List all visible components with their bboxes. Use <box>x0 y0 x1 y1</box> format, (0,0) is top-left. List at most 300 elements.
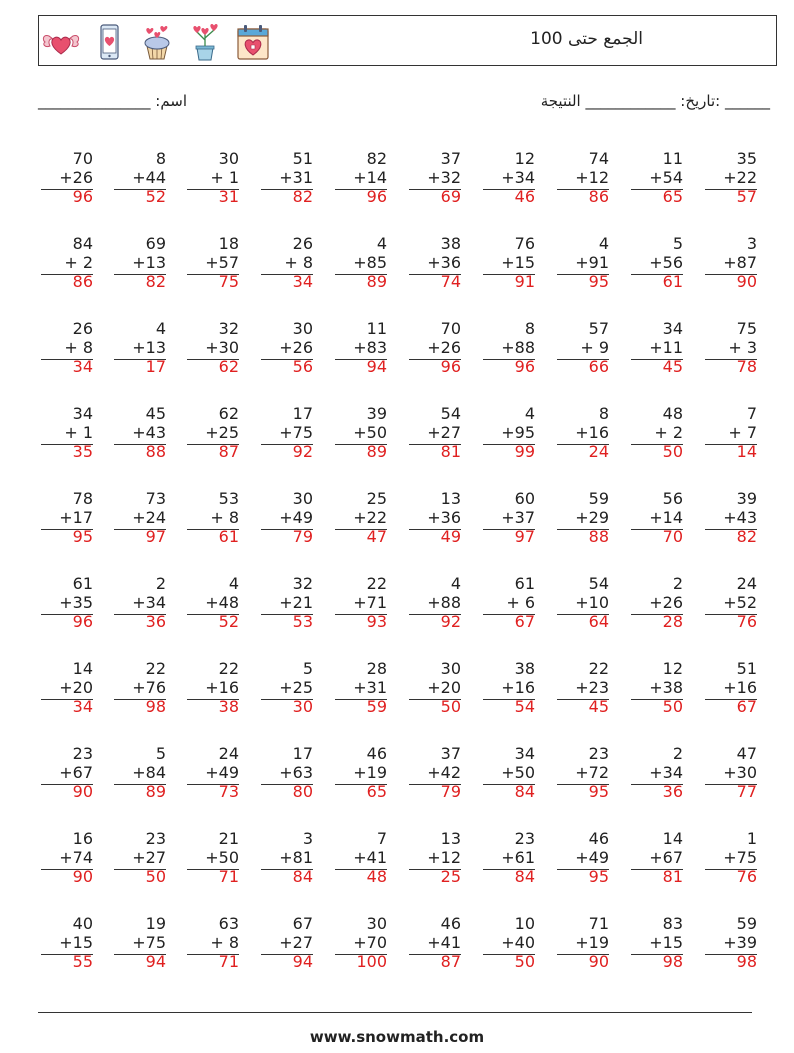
addend-bottom-value: 49 <box>588 848 609 867</box>
addition-problem <box>629 659 683 731</box>
addition-problem <box>629 574 683 646</box>
answer: 90 <box>72 867 93 886</box>
plus-sign: + <box>205 848 219 867</box>
plus-sign: + <box>205 763 219 782</box>
addend-bottom <box>501 338 535 357</box>
addend-top: 4 <box>524 404 535 423</box>
addition-problem <box>629 914 683 986</box>
addition-problem <box>481 659 535 731</box>
addition-problem <box>185 489 239 561</box>
addition-problem <box>112 744 166 816</box>
addend-bottom <box>501 848 535 867</box>
answer: 31 <box>218 187 239 206</box>
footer-site: www.snowmath.com <box>309 1028 485 1046</box>
flower-pot-hearts-icon <box>185 22 225 62</box>
addend-bottom-value: 37 <box>514 508 535 527</box>
addition-problem <box>703 319 757 391</box>
addend-bottom <box>205 763 239 782</box>
addition-problem <box>185 744 239 816</box>
addend-bottom <box>279 763 313 782</box>
addend-top: 28 <box>366 659 387 678</box>
addend-top: 59 <box>588 489 609 508</box>
addend-bottom-value: 11 <box>662 338 683 357</box>
plus-sign: + <box>575 593 589 612</box>
plus-sign: + <box>279 508 293 527</box>
plus-sign: + <box>649 508 663 527</box>
addend-top: 4 <box>450 574 461 593</box>
addition-problem <box>259 489 313 561</box>
answer: 54 <box>514 697 535 716</box>
addend-bottom <box>279 593 313 612</box>
answer: 98 <box>662 952 683 971</box>
plus-sign: + <box>279 763 293 782</box>
addend-bottom-value: 27 <box>292 933 313 952</box>
answer: 84 <box>514 782 535 801</box>
answer: 86 <box>72 272 93 291</box>
addend-bottom-value: 29 <box>588 508 609 527</box>
addend-bottom-value: 95 <box>514 423 535 442</box>
addend-bottom <box>427 593 461 612</box>
addend-bottom-value: 16 <box>736 678 757 697</box>
plus-sign: + <box>506 593 520 612</box>
addend-bottom-value: 34 <box>145 593 166 612</box>
addend-bottom <box>353 423 387 442</box>
addition-problem <box>629 234 683 306</box>
answer: 34 <box>72 697 93 716</box>
addition-problem <box>555 914 609 986</box>
addend-bottom-value: 13 <box>145 338 166 357</box>
addition-problem <box>112 659 166 731</box>
addend-bottom-value: 20 <box>72 678 93 697</box>
plus-sign: + <box>279 168 293 187</box>
addend-bottom <box>353 678 387 697</box>
addend-top: 39 <box>366 404 387 423</box>
addend-bottom <box>427 508 461 527</box>
plus-sign: + <box>132 168 146 187</box>
addition-problem <box>407 574 461 646</box>
addition-problem <box>259 829 313 901</box>
addend-bottom-value: 38 <box>662 678 683 697</box>
addition-problem <box>333 149 387 221</box>
addend-top: 22 <box>218 659 239 678</box>
plus-sign: + <box>279 848 293 867</box>
addend-bottom <box>501 168 535 187</box>
addition-problem <box>481 574 535 646</box>
addend-bottom-value: 34 <box>662 763 683 782</box>
addend-bottom <box>284 253 313 272</box>
plus-sign: + <box>210 508 224 527</box>
plus-sign: + <box>427 508 441 527</box>
addend-bottom-value: 91 <box>588 253 609 272</box>
addend-top: 30 <box>218 149 239 168</box>
answer: 92 <box>440 612 461 631</box>
answer: 67 <box>736 697 757 716</box>
addend-bottom-value: 57 <box>218 253 239 272</box>
addend-bottom <box>279 848 313 867</box>
plus-sign: + <box>353 848 367 867</box>
answer: 38 <box>218 697 239 716</box>
answer: 50 <box>440 697 461 716</box>
addend-top: 4 <box>155 319 166 338</box>
plus-sign: + <box>649 253 663 272</box>
addend-bottom-value: 70 <box>366 933 387 952</box>
addend-bottom <box>279 423 313 442</box>
name-field: اسم: _______________ <box>38 92 188 110</box>
addend-bottom-value: 87 <box>736 253 757 272</box>
plus-sign: + <box>501 763 515 782</box>
addend-top: 46 <box>440 914 461 933</box>
addition-problem <box>39 744 93 816</box>
addend-bottom <box>279 508 313 527</box>
answer: 82 <box>292 187 313 206</box>
addend-bottom <box>353 168 387 187</box>
answer: 73 <box>218 782 239 801</box>
addend-top: 34 <box>662 319 683 338</box>
footer-divider <box>38 1012 752 1013</box>
addend-top: 32 <box>292 574 313 593</box>
addend-bottom <box>205 338 239 357</box>
addend-top: 2 <box>672 744 683 763</box>
addend-bottom-value: 41 <box>366 848 387 867</box>
answer: 57 <box>736 187 757 206</box>
answer: 76 <box>736 612 757 631</box>
addition-problem <box>703 914 757 986</box>
addend-top: 82 <box>366 149 387 168</box>
answer: 14 <box>736 442 757 461</box>
plus-sign: + <box>210 168 224 187</box>
answer: 82 <box>145 272 166 291</box>
plus-sign: + <box>284 253 298 272</box>
answer: 17 <box>145 357 166 376</box>
addend-top: 23 <box>514 829 535 848</box>
winged-heart-icon <box>41 22 81 62</box>
plus-sign: + <box>205 253 219 272</box>
plus-sign: + <box>353 763 367 782</box>
addend-bottom-value: 88 <box>514 338 535 357</box>
phone-heart-icon <box>89 22 129 62</box>
addend-bottom <box>59 168 93 187</box>
addend-bottom <box>649 508 683 527</box>
addend-bottom <box>575 678 609 697</box>
addend-bottom-value: 31 <box>292 168 313 187</box>
addend-bottom-value: 3 <box>746 338 757 357</box>
answer: 94 <box>366 357 387 376</box>
addition-problem <box>555 574 609 646</box>
addend-bottom <box>132 593 166 612</box>
addition-problem <box>185 659 239 731</box>
addition-problem <box>112 914 166 986</box>
addend-top: 10 <box>514 914 535 933</box>
answer: 67 <box>514 612 535 631</box>
addition-problem <box>629 149 683 221</box>
addend-top: 61 <box>72 574 93 593</box>
addend-bottom <box>132 253 166 272</box>
addend-bottom <box>575 593 609 612</box>
cupcake-heart-icon <box>137 22 177 62</box>
addition-problem <box>39 234 93 306</box>
addend-bottom <box>64 338 93 357</box>
plus-sign: + <box>132 763 146 782</box>
addend-top: 22 <box>366 574 387 593</box>
addend-top: 4 <box>376 234 387 253</box>
addend-top: 38 <box>440 234 461 253</box>
addend-bottom-value: 75 <box>145 933 166 952</box>
addition-problem <box>185 319 239 391</box>
calendar-heart-icon <box>233 22 273 62</box>
addend-bottom <box>205 848 239 867</box>
addend-top: 25 <box>366 489 387 508</box>
addend-bottom-value: 75 <box>292 423 313 442</box>
addend-bottom <box>59 763 93 782</box>
plus-sign: + <box>64 253 78 272</box>
addition-problem <box>112 404 166 476</box>
addend-bottom-value: 32 <box>440 168 461 187</box>
addend-top: 7 <box>376 829 387 848</box>
addend-bottom-value: 17 <box>72 508 93 527</box>
addend-top: 78 <box>72 489 93 508</box>
addend-top: 26 <box>292 234 313 253</box>
plus-sign: + <box>723 848 737 867</box>
addend-bottom <box>575 423 609 442</box>
addend-top: 59 <box>736 914 757 933</box>
plus-sign: + <box>132 593 146 612</box>
addend-bottom <box>575 508 609 527</box>
addend-bottom <box>132 423 166 442</box>
addend-top: 46 <box>366 744 387 763</box>
answer: 61 <box>218 527 239 546</box>
addition-problem <box>333 914 387 986</box>
plus-sign: + <box>353 423 367 442</box>
addition-problem <box>407 914 461 986</box>
addend-bottom <box>728 338 757 357</box>
answer: 87 <box>218 442 239 461</box>
addend-bottom <box>649 848 683 867</box>
plus-sign: + <box>427 423 441 442</box>
answer: 86 <box>588 187 609 206</box>
addend-bottom-value: 19 <box>588 933 609 952</box>
addend-bottom <box>427 253 461 272</box>
addition-problem <box>259 659 313 731</box>
answer: 66 <box>588 357 609 376</box>
plus-sign: + <box>649 338 663 357</box>
addition-problem <box>112 574 166 646</box>
addition-problem <box>555 744 609 816</box>
addend-bottom-value: 49 <box>218 763 239 782</box>
addend-top: 11 <box>366 319 387 338</box>
addend-top: 84 <box>72 234 93 253</box>
plus-sign: + <box>205 338 219 357</box>
addend-bottom <box>279 933 313 952</box>
addition-problem <box>112 489 166 561</box>
addend-bottom <box>427 848 461 867</box>
addend-top: 16 <box>72 829 93 848</box>
addition-problem <box>629 319 683 391</box>
addend-top: 63 <box>218 914 239 933</box>
answer: 96 <box>366 187 387 206</box>
answer: 95 <box>588 272 609 291</box>
addend-bottom-value: 2 <box>82 253 93 272</box>
addend-bottom-value: 19 <box>366 763 387 782</box>
addend-bottom-value: 27 <box>145 848 166 867</box>
addition-problem <box>629 829 683 901</box>
addition-problem <box>555 319 609 391</box>
plus-sign: + <box>353 933 367 952</box>
answer: 95 <box>72 527 93 546</box>
addition-problem <box>185 234 239 306</box>
addend-bottom <box>575 253 609 272</box>
plus-sign: + <box>575 678 589 697</box>
addend-bottom <box>575 763 609 782</box>
plus-sign: + <box>575 933 589 952</box>
addend-bottom <box>210 508 239 527</box>
addend-bottom <box>723 933 757 952</box>
addend-top: 22 <box>588 659 609 678</box>
addend-top: 21 <box>218 829 239 848</box>
addend-top: 73 <box>145 489 166 508</box>
addend-bottom-value: 8 <box>82 338 93 357</box>
addition-problem <box>407 744 461 816</box>
addend-bottom-value: 44 <box>145 168 166 187</box>
addend-bottom-value: 23 <box>588 678 609 697</box>
plus-sign: + <box>205 678 219 697</box>
addend-bottom <box>205 253 239 272</box>
addend-bottom <box>353 933 387 952</box>
addend-top: 39 <box>736 489 757 508</box>
addition-problem <box>481 914 535 986</box>
addend-bottom-value: 26 <box>72 168 93 187</box>
answer: 79 <box>292 527 313 546</box>
addition-problem <box>555 659 609 731</box>
addition-problem <box>39 574 93 646</box>
addend-top: 14 <box>662 829 683 848</box>
addend-bottom-value: 30 <box>218 338 239 357</box>
addend-top: 34 <box>72 404 93 423</box>
plus-sign: + <box>427 848 441 867</box>
addition-problem <box>703 829 757 901</box>
addition-problem <box>259 404 313 476</box>
addend-bottom-value: 1 <box>82 423 93 442</box>
addition-problem <box>333 234 387 306</box>
addition-problem <box>333 319 387 391</box>
addend-bottom-value: 56 <box>662 253 683 272</box>
addend-top: 69 <box>145 234 166 253</box>
answer: 89 <box>366 272 387 291</box>
addend-bottom <box>132 848 166 867</box>
addend-bottom <box>279 338 313 357</box>
answer: 82 <box>736 527 757 546</box>
plus-sign: + <box>654 423 668 442</box>
addend-bottom <box>427 678 461 697</box>
addend-bottom-value: 81 <box>292 848 313 867</box>
addend-bottom-value: 24 <box>145 508 166 527</box>
addend-bottom <box>575 933 609 952</box>
addition-problem <box>555 829 609 901</box>
plus-sign: + <box>279 593 293 612</box>
addition-problem <box>185 574 239 646</box>
addend-bottom <box>210 933 239 952</box>
answer: 96 <box>440 357 461 376</box>
addend-top: 37 <box>440 149 461 168</box>
addend-bottom-value: 31 <box>366 678 387 697</box>
plus-sign: + <box>501 508 515 527</box>
addition-problem <box>703 149 757 221</box>
plus-sign: + <box>575 168 589 187</box>
answer: 76 <box>736 867 757 886</box>
addition-problem <box>703 234 757 306</box>
addend-bottom <box>649 253 683 272</box>
addend-top: 67 <box>292 914 313 933</box>
addend-bottom-value: 12 <box>588 168 609 187</box>
answer: 75 <box>218 272 239 291</box>
date-score-fields: ______ :تاريخ: ____________ النتيجة <box>540 92 770 110</box>
answer: 50 <box>514 952 535 971</box>
plus-sign: + <box>59 763 73 782</box>
addend-bottom <box>427 423 461 442</box>
plus-sign: + <box>59 168 73 187</box>
plus-sign: + <box>132 423 146 442</box>
plus-sign: + <box>649 848 663 867</box>
addend-bottom-value: 22 <box>736 168 757 187</box>
addend-top: 76 <box>514 234 535 253</box>
addend-bottom-value: 84 <box>145 763 166 782</box>
answer: 96 <box>514 357 535 376</box>
plus-sign: + <box>501 338 515 357</box>
addition-problem <box>703 744 757 816</box>
addend-top: 34 <box>514 744 535 763</box>
answer: 25 <box>440 867 461 886</box>
addend-bottom <box>64 423 93 442</box>
plus-sign: + <box>353 508 367 527</box>
addend-bottom-value: 35 <box>72 593 93 612</box>
answer: 48 <box>366 867 387 886</box>
addend-top: 17 <box>292 404 313 423</box>
addend-top: 30 <box>292 489 313 508</box>
addend-bottom <box>501 678 535 697</box>
addition-problem <box>407 489 461 561</box>
addend-top: 32 <box>218 319 239 338</box>
addend-top: 17 <box>292 744 313 763</box>
addition-problem <box>481 404 535 476</box>
addend-bottom <box>575 848 609 867</box>
addend-bottom-value: 50 <box>218 848 239 867</box>
addend-bottom-value: 67 <box>662 848 683 867</box>
addend-top: 53 <box>218 489 239 508</box>
answer: 90 <box>736 272 757 291</box>
addend-bottom <box>205 678 239 697</box>
plus-sign: + <box>501 423 515 442</box>
addend-bottom-value: 13 <box>145 253 166 272</box>
plus-sign: + <box>205 423 219 442</box>
answer: 98 <box>736 952 757 971</box>
addend-bottom-value: 61 <box>514 848 535 867</box>
addend-top: 1 <box>746 829 757 848</box>
addend-bottom-value: 41 <box>440 933 461 952</box>
addend-top: 5 <box>155 744 166 763</box>
addition-problem <box>481 149 535 221</box>
addition-problem <box>703 489 757 561</box>
answer: 92 <box>292 442 313 461</box>
answer: 50 <box>662 442 683 461</box>
addition-problem <box>333 404 387 476</box>
answer: 61 <box>662 272 683 291</box>
addend-top: 8 <box>524 319 535 338</box>
plus-sign: + <box>353 593 367 612</box>
addend-top: 75 <box>736 319 757 338</box>
addend-bottom-value: 50 <box>366 423 387 442</box>
addend-top: 30 <box>440 659 461 678</box>
plus-sign: + <box>132 848 146 867</box>
plus-sign: + <box>427 253 441 272</box>
